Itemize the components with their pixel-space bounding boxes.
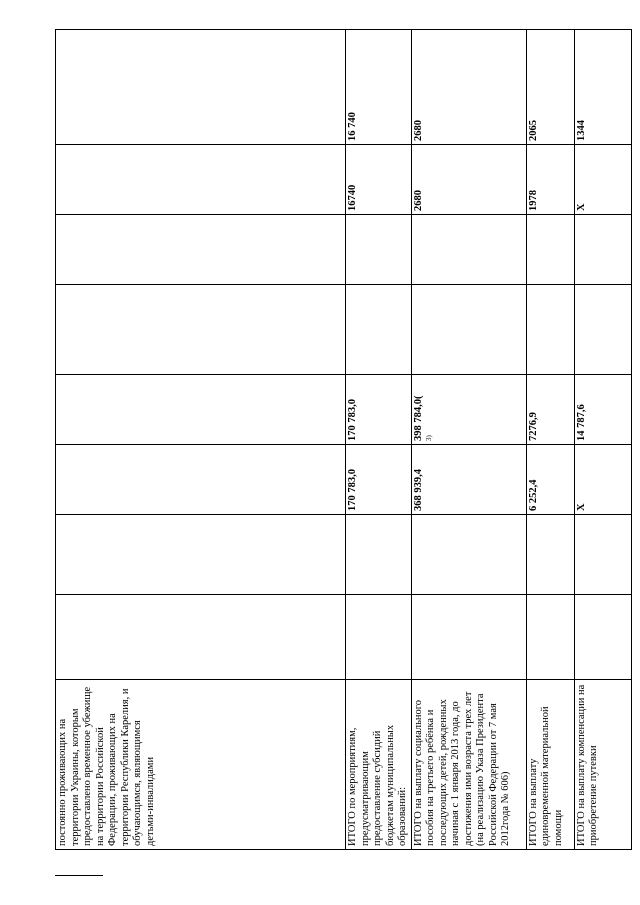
table-cell: 7276,9	[526, 375, 574, 445]
table-cell: 16 740	[346, 30, 412, 145]
table-cell	[56, 515, 346, 595]
table-cell	[346, 595, 412, 680]
table-row	[574, 30, 631, 850]
table-cell	[411, 595, 526, 680]
table-cell	[526, 285, 574, 375]
table-cell	[56, 215, 346, 285]
table-row	[526, 30, 574, 850]
table-cell	[346, 285, 412, 375]
table-row	[411, 30, 526, 850]
budget-table	[55, 29, 632, 850]
row-label: постоянно проживающих на территории Украины, которым предоставлено временное убежище на территории Российской Федерации, проживающих на территории Республики Карелия, и обучающимся, являющимся детьми-инвалидами	[56, 680, 346, 850]
rotated-table-frame	[55, 30, 615, 850]
table-cell: 1978	[526, 145, 574, 215]
table-cell	[411, 515, 526, 595]
table-cell: X	[574, 445, 631, 515]
cell-footnote: 3)	[425, 435, 433, 441]
table-cell	[526, 595, 574, 680]
left-margin-rule	[55, 875, 103, 876]
table-cell-with-note	[411, 375, 526, 445]
table-cell	[574, 285, 631, 375]
table-cell: 170 783,0	[346, 375, 412, 445]
table-cell: 170 783,0	[346, 445, 412, 515]
table-cell	[56, 445, 346, 515]
table-cell	[56, 595, 346, 680]
table-cell: 6 252,4	[526, 445, 574, 515]
cell-value: 398 784,0(	[412, 395, 424, 441]
table-cell: 2680	[411, 30, 526, 145]
table-cell	[411, 215, 526, 285]
table-row	[346, 30, 412, 850]
table-cell	[411, 285, 526, 375]
table-cell	[574, 215, 631, 285]
row-label: ИТОГО на выплату единовременной материальной помощи	[526, 680, 574, 850]
table-cell	[346, 515, 412, 595]
table-cell: 368 939,4	[411, 445, 526, 515]
row-label: ИТОГО на выплату социального пособия на третьего ребёнка и последующих детей, рожденных начиная с 1 января 2013 года, до достижения ими возраста трех лет (на реализацию Указа Президента Российской Федерации от 7 мая 2012года № 606)	[411, 680, 526, 850]
table-cell	[56, 145, 346, 215]
table-cell: 14 787,6	[574, 375, 631, 445]
table-cell: 2680	[411, 145, 526, 215]
row-label: ИТОГО на выплату компенсации на приобретение путевки	[574, 680, 631, 850]
table-cell	[526, 515, 574, 595]
table-cell	[574, 515, 631, 595]
table-row	[56, 30, 346, 850]
table-cell	[56, 375, 346, 445]
table-cell	[574, 595, 631, 680]
table-cell	[56, 30, 346, 145]
table-cell	[346, 215, 412, 285]
row-label: ИТОГО по мероприятиям, предусматривающим предоставление субсидий бюджетам муниципальных образований:	[346, 680, 412, 850]
table-cell	[56, 285, 346, 375]
table-cell	[526, 215, 574, 285]
table-cell: 1344	[574, 30, 631, 145]
table-cell: 2065	[526, 30, 574, 145]
table-cell: X	[574, 145, 631, 215]
table-cell: 16740	[346, 145, 412, 215]
